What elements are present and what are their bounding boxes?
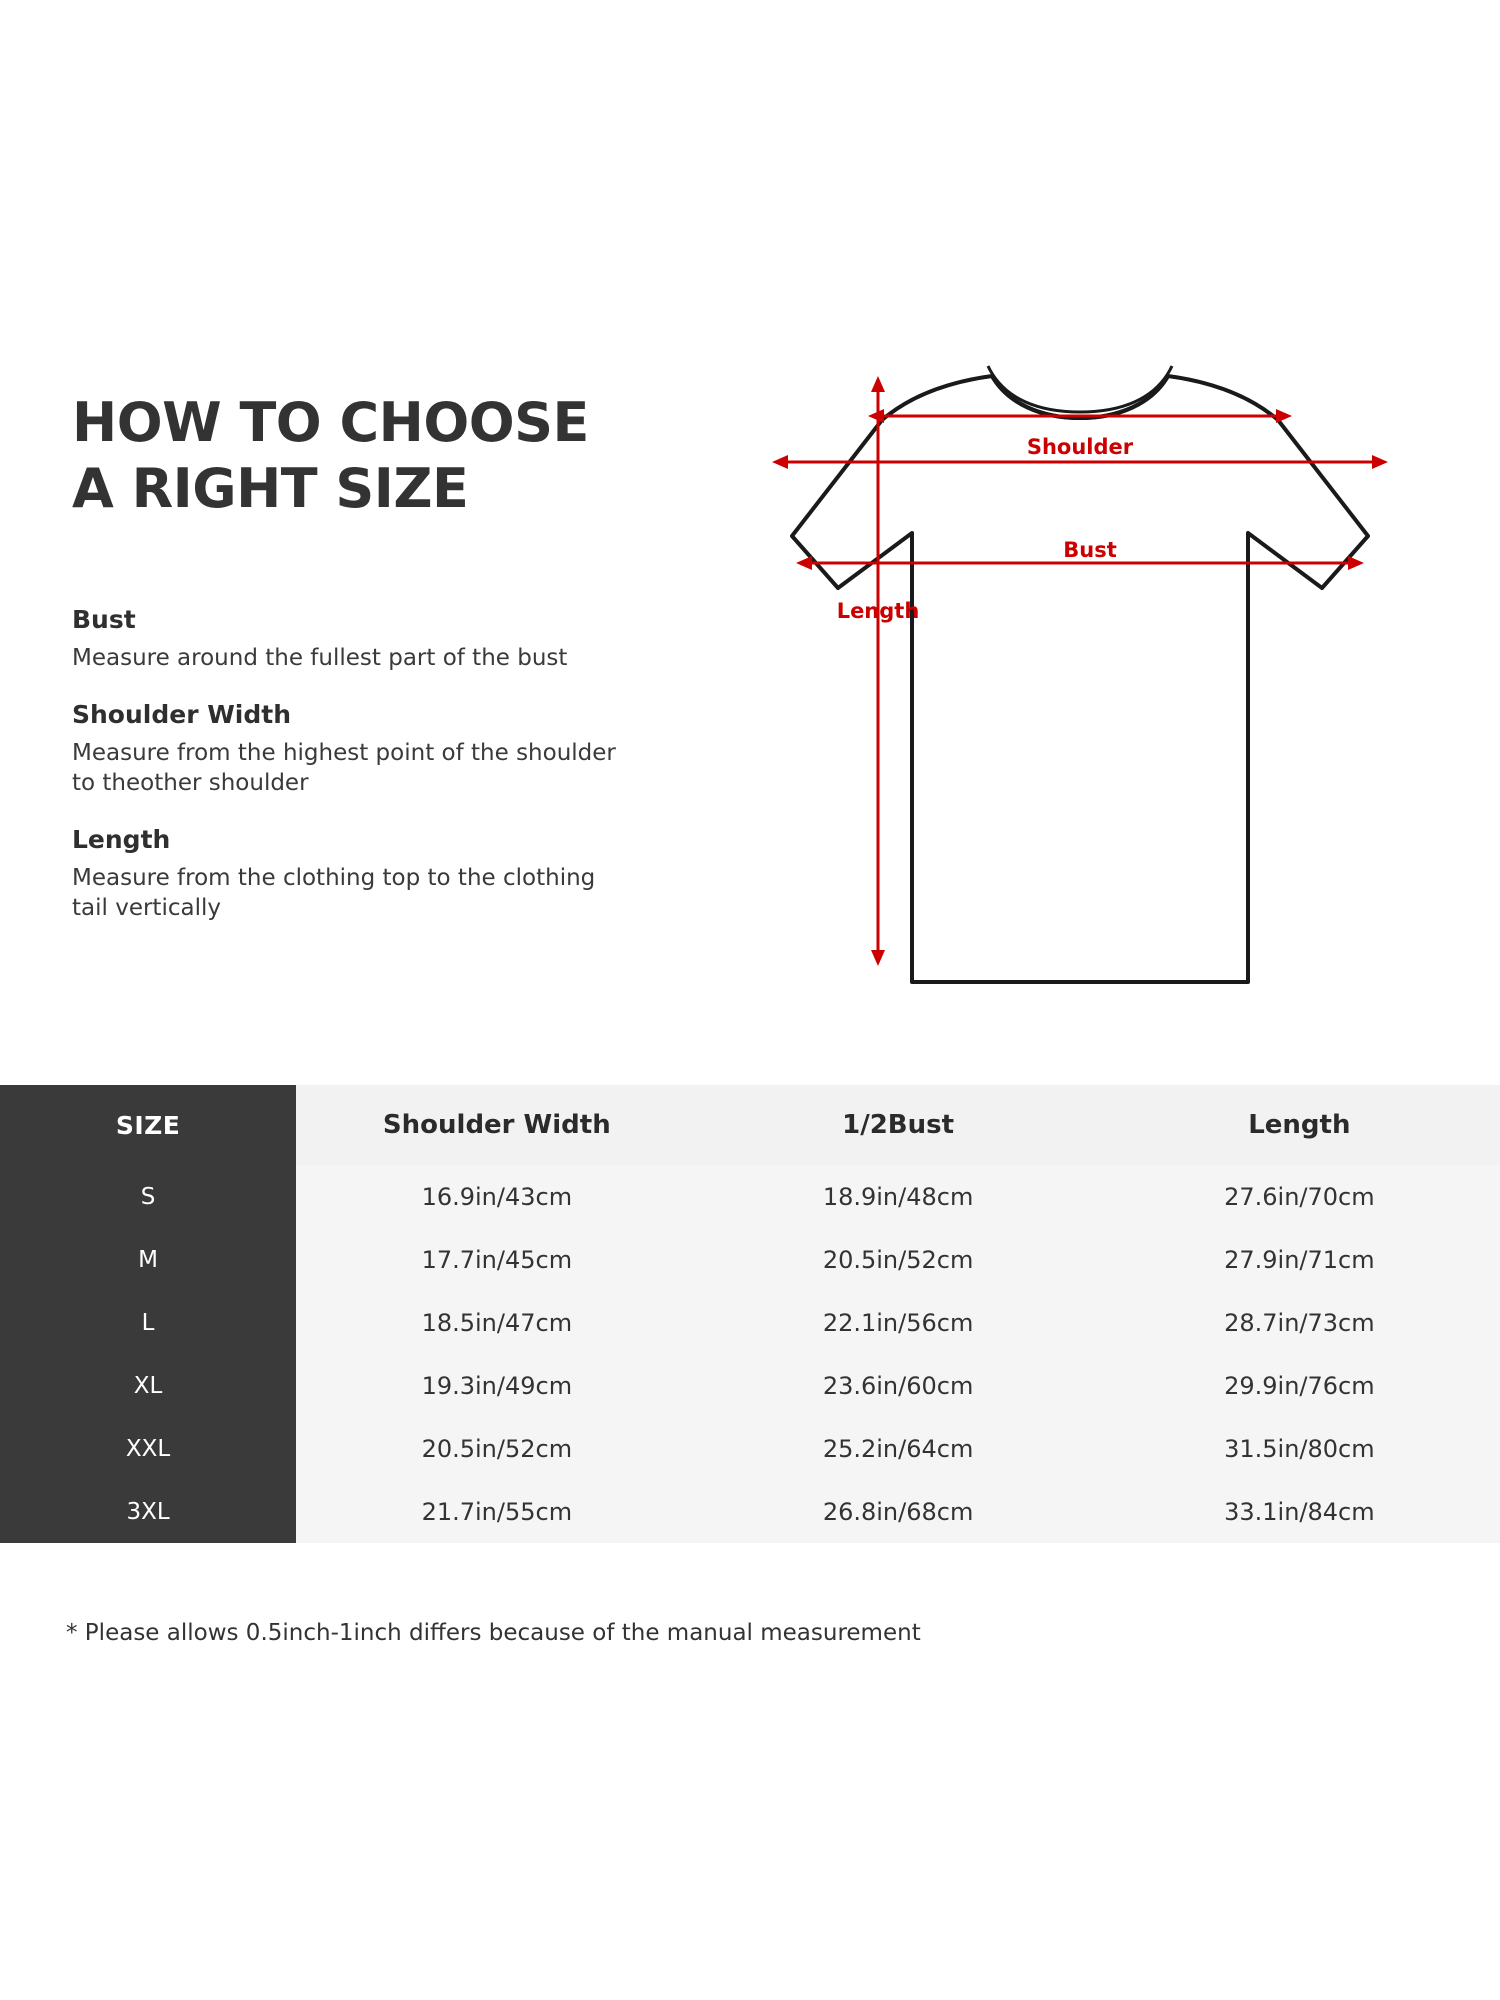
definition-term: Bust	[72, 605, 136, 634]
cell-size: S	[0, 1165, 296, 1228]
page-title	[72, 390, 712, 522]
measurement-note: * Please allows 0.5inch-1inch differs because of the manual measurement	[66, 1620, 921, 1646]
cell-shoulder-width: 20.5in/52cm	[296, 1417, 697, 1480]
bust-label: Bust	[1063, 538, 1117, 562]
cell-length: 33.1in/84cm	[1099, 1480, 1500, 1543]
cell-half-bust: 20.5in/52cm	[697, 1228, 1098, 1291]
tshirt-svg	[760, 360, 1400, 1020]
table-row	[0, 1165, 1500, 1228]
table-header	[0, 1085, 1500, 1165]
definition-length	[72, 825, 672, 924]
table-row	[0, 1354, 1500, 1417]
definition-description: Measure around the fullest part of the bust	[72, 645, 568, 671]
page-title-line-1: HOW TO CHOOSE	[72, 391, 589, 454]
definition-term: Shoulder Width	[72, 699, 292, 729]
cell-length: 29.9in/76cm	[1099, 1354, 1500, 1417]
definition-shoulder-width	[72, 700, 672, 799]
table-row	[0, 1417, 1500, 1480]
cell-length: 27.9in/71cm	[1099, 1228, 1500, 1291]
cell-shoulder-width: 17.7in/45cm	[296, 1228, 697, 1291]
definition-term: Length	[72, 824, 171, 854]
definition-bust	[72, 605, 672, 674]
column-header-shoulder-width: Shoulder Width	[296, 1085, 697, 1165]
cell-shoulder-width: 16.9in/43cm	[296, 1165, 697, 1228]
measurement-definitions	[72, 605, 672, 950]
definition-description: Measure from the clothing top to the clothing tail vertically	[72, 864, 596, 922]
cell-half-bust: 23.6in/60cm	[697, 1354, 1098, 1417]
length-label: Length	[836, 599, 920, 623]
column-header-size: SIZE	[0, 1085, 296, 1165]
cell-length: 31.5in/80cm	[1099, 1417, 1500, 1480]
table-body	[0, 1165, 1500, 1543]
cell-half-bust: 18.9in/48cm	[697, 1165, 1098, 1228]
column-header-half-bust: 1/2Bust	[697, 1085, 1098, 1165]
size-chart-table	[0, 1085, 1500, 1543]
table-row	[0, 1480, 1500, 1543]
cell-length: 28.7in/73cm	[1099, 1291, 1500, 1354]
table-header-row	[0, 1085, 1500, 1165]
cell-size: L	[0, 1291, 296, 1354]
tshirt-diagram	[760, 360, 1400, 1020]
cell-size: M	[0, 1228, 296, 1291]
column-header-length: Length	[1099, 1085, 1500, 1165]
cell-length: 27.6in/70cm	[1099, 1165, 1500, 1228]
page-title-line-2: A RIGHT SIZE	[72, 456, 469, 520]
table-row	[0, 1291, 1500, 1354]
shoulder-label: Shoulder	[1026, 435, 1134, 459]
size-table-section	[0, 1085, 1500, 1545]
cell-shoulder-width: 21.7in/55cm	[296, 1480, 697, 1543]
cell-shoulder-width: 19.3in/49cm	[296, 1354, 697, 1417]
table-row	[0, 1228, 1500, 1291]
cell-half-bust: 26.8in/68cm	[697, 1480, 1098, 1543]
cell-half-bust: 25.2in/64cm	[697, 1417, 1098, 1480]
cell-shoulder-width: 18.5in/47cm	[296, 1291, 697, 1354]
intro-section	[0, 360, 1500, 1080]
cell-size: XXL	[0, 1417, 296, 1480]
cell-size: XL	[0, 1354, 296, 1417]
cell-half-bust: 22.1in/56cm	[697, 1291, 1098, 1354]
cell-size: 3XL	[0, 1480, 296, 1543]
definition-description: Measure from the highest point of the shoulder to theother shoulder	[72, 739, 616, 797]
